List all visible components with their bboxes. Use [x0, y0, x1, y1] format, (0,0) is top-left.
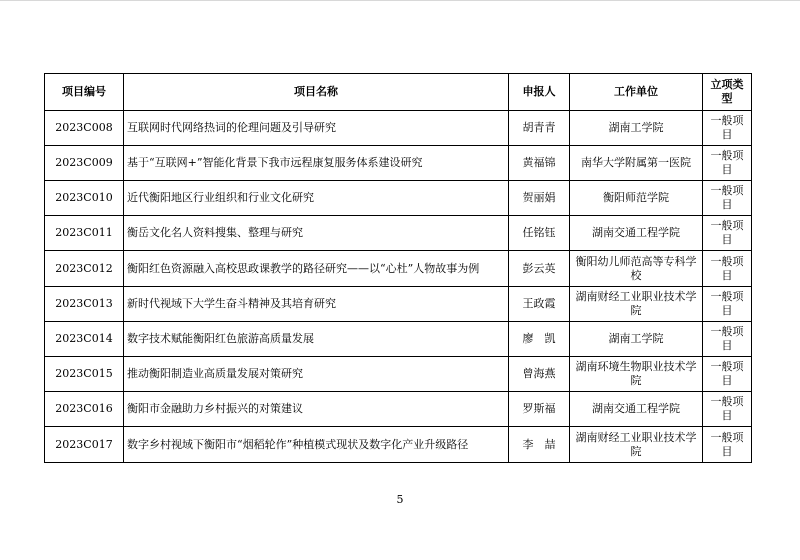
cell-project-id: 2023C014: [45, 322, 124, 357]
header-project-type: 立项类型: [703, 74, 752, 111]
table-row: [45, 251, 752, 287]
header-project-name: 项目名称: [124, 74, 509, 111]
cell-work-unit: 湖南财经工业职业技术学院: [570, 427, 703, 463]
cell-work-unit: 湖南工学院: [570, 322, 703, 357]
cell-project-type: 一般项目: [703, 216, 752, 251]
cell-project-name: 基于“互联网+”智能化背景下我市远程康复服务体系建设研究: [124, 146, 509, 181]
cell-work-unit: 衡阳幼儿师范高等专科学校: [570, 251, 703, 287]
cell-project-type: 一般项目: [703, 181, 752, 216]
page-top-border: [0, 0, 800, 1]
cell-project-name: 数字乡村视域下衡阳市“烟稻轮作”种植模式现状及数字化产业升级路径: [124, 427, 509, 463]
cell-project-type: 一般项目: [703, 392, 752, 427]
cell-applicant: 廖 凯: [509, 322, 570, 357]
cell-applicant: 任铭钰: [509, 216, 570, 251]
table-row: [45, 357, 752, 392]
table-row: [45, 111, 752, 146]
cell-applicant: 罗斯福: [509, 392, 570, 427]
cell-applicant: 黄福锦: [509, 146, 570, 181]
cell-project-type: 一般项目: [703, 111, 752, 146]
cell-project-id: 2023C015: [45, 357, 124, 392]
cell-applicant: 贺丽娟: [509, 181, 570, 216]
cell-project-id: 2023C017: [45, 427, 124, 463]
cell-work-unit: 湖南工学院: [570, 111, 703, 146]
table-row: [45, 392, 752, 427]
cell-project-id: 2023C016: [45, 392, 124, 427]
header-applicant: 申报人: [509, 74, 570, 111]
cell-project-id: 2023C009: [45, 146, 124, 181]
cell-project-name: 数字技术赋能衡阳红色旅游高质量发展: [124, 322, 509, 357]
cell-work-unit: 湖南财经工业职业技术学院: [570, 287, 703, 322]
cell-project-type: 一般项目: [703, 287, 752, 322]
cell-project-id: 2023C011: [45, 216, 124, 251]
table-header-row: [45, 74, 752, 111]
table-row: [45, 216, 752, 251]
cell-applicant: 曾海燕: [509, 357, 570, 392]
page-number: 5: [396, 493, 404, 506]
project-table: [44, 73, 752, 463]
cell-work-unit: 湖南交通工程学院: [570, 216, 703, 251]
cell-project-type: 一般项目: [703, 322, 752, 357]
cell-project-id: 2023C010: [45, 181, 124, 216]
cell-applicant: 彭云英: [509, 251, 570, 287]
cell-project-name: 新时代视域下大学生奋斗精神及其培育研究: [124, 287, 509, 322]
header-work-unit: 工作单位: [570, 74, 703, 111]
table-row: [45, 181, 752, 216]
cell-work-unit: 湖南交通工程学院: [570, 392, 703, 427]
cell-project-type: 一般项目: [703, 146, 752, 181]
cell-applicant: 胡青青: [509, 111, 570, 146]
cell-project-type: 一般项目: [703, 251, 752, 287]
cell-project-id: 2023C012: [45, 251, 124, 287]
table-row: [45, 427, 752, 463]
cell-project-name: 衡岳文化名人资料搜集、整理与研究: [124, 216, 509, 251]
cell-project-name: 近代衡阳地区行业组织和行业文化研究: [124, 181, 509, 216]
table-row: [45, 287, 752, 322]
header-project-id: 项目编号: [45, 74, 124, 111]
cell-project-name: 衡阳市金融助力乡村振兴的对策建议: [124, 392, 509, 427]
cell-applicant: 王政霞: [509, 287, 570, 322]
cell-project-name: 推动衡阳制造业高质量发展对策研究: [124, 357, 509, 392]
cell-project-id: 2023C013: [45, 287, 124, 322]
cell-work-unit: 南华大学附属第一医院: [570, 146, 703, 181]
table-row: [45, 322, 752, 357]
cell-project-name: 互联网时代网络热词的伦理问题及引导研究: [124, 111, 509, 146]
cell-applicant: 李 喆: [509, 427, 570, 463]
cell-project-type: 一般项目: [703, 357, 752, 392]
cell-work-unit: 湖南环境生物职业技术学院: [570, 357, 703, 392]
cell-work-unit: 衡阳师范学院: [570, 181, 703, 216]
cell-project-name: 衡阳红色资源融入高校思政课教学的路径研究——以“心杜”人物故事为例: [124, 251, 509, 287]
table-row: [45, 146, 752, 181]
cell-project-id: 2023C008: [45, 111, 124, 146]
cell-project-type: 一般项目: [703, 427, 752, 463]
